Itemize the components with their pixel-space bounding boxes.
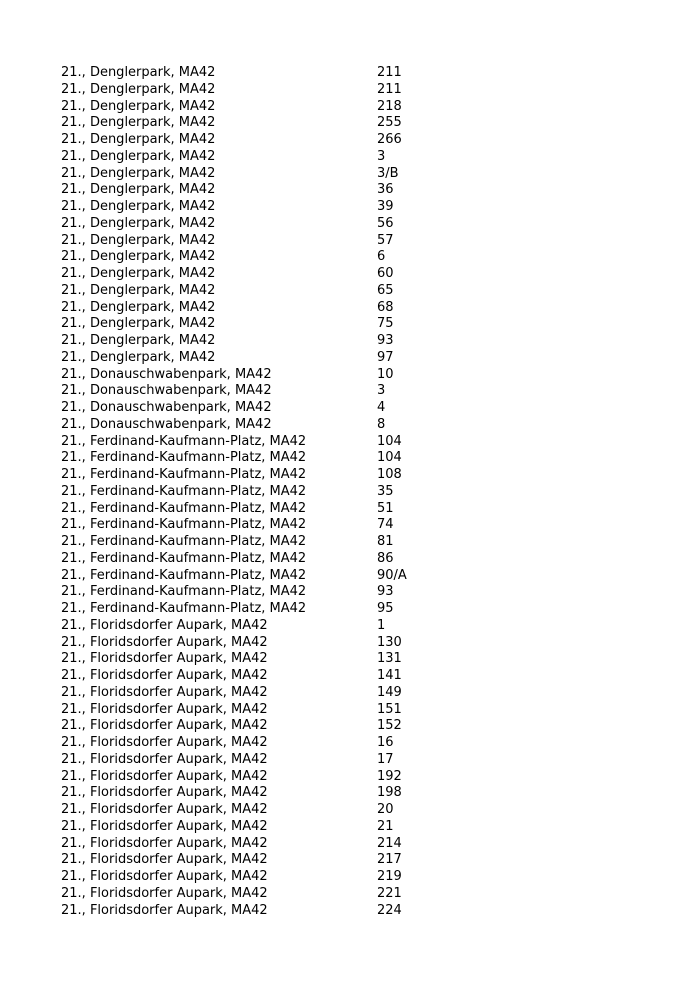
location-number: 74 [377, 517, 394, 533]
location-label: 21., Floridsdorfer Aupark, MA42 [61, 668, 268, 683]
list-item [61, 467, 661, 484]
location-number: 57 [377, 232, 394, 248]
location-number: 211 [377, 81, 402, 97]
location-number: 108 [377, 467, 402, 482]
location-label: 21., Ferdinand-Kaufmann-Platz, MA42 [61, 500, 307, 516]
location-label: 21., Ferdinand-Kaufmann-Platz, MA42 [61, 450, 307, 466]
location-number: 131 [377, 651, 402, 667]
list-item [61, 199, 661, 216]
list-item [61, 668, 661, 685]
location-label: 21., Donauschwabenpark, MA42 [61, 366, 272, 382]
list-item [61, 735, 661, 752]
location-number: 151 [377, 701, 402, 717]
list-item [61, 400, 661, 417]
list-item [61, 484, 661, 501]
location-number: 141 [377, 668, 402, 683]
location-label: 21., Floridsdorfer Aupark, MA42 [61, 634, 268, 650]
location-number: 104 [377, 433, 402, 449]
location-number: 130 [377, 634, 402, 650]
list-item [61, 166, 661, 183]
location-label: 21., Floridsdorfer Aupark, MA42 [61, 885, 268, 901]
list-item [61, 132, 661, 149]
location-number: 4 [377, 400, 386, 415]
location-label: 21., Floridsdorfer Aupark, MA42 [61, 684, 268, 700]
location-number: 219 [377, 869, 402, 884]
location-label: 21., Denglerpark, MA42 [61, 199, 216, 214]
location-label: 21., Denglerpark, MA42 [61, 349, 216, 365]
list-item [61, 434, 661, 451]
list-item [61, 785, 661, 802]
location-label: 21., Floridsdorfer Aupark, MA42 [61, 735, 268, 750]
list-item [61, 383, 661, 400]
location-label: 21., Donauschwabenpark, MA42 [61, 383, 272, 399]
list-item [61, 718, 661, 735]
list-item [61, 685, 661, 702]
list-item [61, 551, 661, 568]
list-item [61, 618, 661, 635]
location-number: 3 [377, 148, 386, 164]
list-item [61, 450, 661, 467]
list-item [61, 584, 661, 601]
location-number: 218 [377, 98, 402, 114]
location-number: 104 [377, 450, 402, 466]
location-number: 51 [377, 500, 394, 516]
location-label: 21., Denglerpark, MA42 [61, 249, 216, 265]
list-item [61, 635, 661, 652]
location-number: 149 [377, 684, 402, 700]
location-label: 21., Ferdinand-Kaufmann-Platz, MA42 [61, 584, 307, 600]
location-list [61, 65, 661, 919]
list-item [61, 517, 661, 534]
location-number: 3/B [377, 165, 399, 181]
location-label: 21., Denglerpark, MA42 [61, 299, 216, 315]
location-number: 39 [377, 199, 394, 214]
location-number: 90/A [377, 567, 407, 583]
list-item [61, 836, 661, 853]
location-label: 21., Denglerpark, MA42 [61, 333, 216, 348]
location-label: 21., Ferdinand-Kaufmann-Platz, MA42 [61, 601, 307, 616]
location-number: 217 [377, 852, 402, 868]
location-label: 21., Floridsdorfer Aupark, MA42 [61, 835, 268, 851]
location-number: 214 [377, 835, 402, 851]
location-label: 21., Floridsdorfer Aupark, MA42 [61, 718, 268, 734]
location-number: 36 [377, 182, 394, 198]
location-label: 21., Floridsdorfer Aupark, MA42 [61, 785, 268, 801]
location-label: 21., Floridsdorfer Aupark, MA42 [61, 751, 268, 767]
location-number: 93 [377, 584, 394, 600]
location-label: 21., Ferdinand-Kaufmann-Platz, MA42 [61, 534, 307, 549]
location-label: 21., Floridsdorfer Aupark, MA42 [61, 852, 268, 868]
location-label: 21., Denglerpark, MA42 [61, 132, 216, 147]
location-number: 65 [377, 282, 394, 298]
list-item [61, 149, 661, 166]
location-number: 198 [377, 785, 402, 801]
location-label: 21., Donauschwabenpark, MA42 [61, 400, 272, 415]
location-number: 93 [377, 333, 394, 348]
location-label: 21., Denglerpark, MA42 [61, 165, 216, 181]
list-item [61, 819, 661, 836]
location-label: 21., Donauschwabenpark, MA42 [61, 416, 272, 432]
list-item [61, 182, 661, 199]
list-item [61, 852, 661, 869]
list-item [61, 501, 661, 518]
list-item [61, 216, 661, 233]
location-label: 21., Denglerpark, MA42 [61, 81, 216, 97]
location-label: 21., Denglerpark, MA42 [61, 98, 216, 114]
list-item [61, 115, 661, 132]
list-item [61, 65, 661, 82]
list-item [61, 702, 661, 719]
list-item [61, 534, 661, 551]
location-number: 86 [377, 550, 394, 566]
location-label: 21., Denglerpark, MA42 [61, 316, 216, 332]
location-number: 255 [377, 115, 402, 131]
location-label: 21., Denglerpark, MA42 [61, 115, 216, 131]
location-label: 21., Denglerpark, MA42 [61, 65, 216, 80]
location-label: 21., Ferdinand-Kaufmann-Platz, MA42 [61, 433, 307, 449]
list-item [61, 903, 661, 920]
location-label: 21., Denglerpark, MA42 [61, 182, 216, 198]
list-item [61, 283, 661, 300]
location-number: 17 [377, 751, 394, 767]
list-item [61, 769, 661, 786]
list-item [61, 886, 661, 903]
location-label: 21., Ferdinand-Kaufmann-Platz, MA42 [61, 467, 307, 482]
list-item [61, 300, 661, 317]
location-label: 21., Ferdinand-Kaufmann-Platz, MA42 [61, 567, 307, 583]
list-item [61, 99, 661, 116]
list-item [61, 82, 661, 99]
location-number: 75 [377, 316, 394, 332]
list-item [61, 333, 661, 350]
location-label: 21., Ferdinand-Kaufmann-Platz, MA42 [61, 517, 307, 533]
location-number: 20 [377, 802, 394, 817]
location-number: 56 [377, 215, 394, 231]
location-label: 21., Floridsdorfer Aupark, MA42 [61, 869, 268, 884]
location-number: 3 [377, 383, 386, 399]
location-label: 21., Floridsdorfer Aupark, MA42 [61, 818, 268, 834]
location-label: 21., Ferdinand-Kaufmann-Platz, MA42 [61, 550, 307, 566]
location-label: 21., Denglerpark, MA42 [61, 148, 216, 164]
location-number: 8 [377, 416, 386, 432]
location-number: 10 [377, 366, 394, 382]
location-number: 35 [377, 483, 394, 499]
location-number: 16 [377, 735, 394, 750]
list-item [61, 601, 661, 618]
location-label: 21., Floridsdorfer Aupark, MA42 [61, 617, 268, 633]
list-item [61, 417, 661, 434]
list-item [61, 350, 661, 367]
location-label: 21., Floridsdorfer Aupark, MA42 [61, 802, 268, 817]
list-item [61, 651, 661, 668]
location-number: 1 [377, 617, 386, 633]
location-number: 68 [377, 299, 394, 315]
list-item [61, 249, 661, 266]
location-number: 60 [377, 266, 394, 281]
location-number: 95 [377, 601, 394, 616]
location-number: 192 [377, 768, 402, 784]
location-number: 6 [377, 249, 386, 265]
location-number: 211 [377, 65, 402, 80]
list-item [61, 752, 661, 769]
location-label: 21., Floridsdorfer Aupark, MA42 [61, 701, 268, 717]
location-label: 21., Floridsdorfer Aupark, MA42 [61, 768, 268, 784]
location-label: 21., Floridsdorfer Aupark, MA42 [61, 902, 268, 918]
location-label: 21., Ferdinand-Kaufmann-Platz, MA42 [61, 483, 307, 499]
list-item [61, 316, 661, 333]
list-item [61, 568, 661, 585]
location-label: 21., Floridsdorfer Aupark, MA42 [61, 651, 268, 667]
location-label: 21., Denglerpark, MA42 [61, 232, 216, 248]
list-item [61, 367, 661, 384]
location-number: 221 [377, 885, 402, 901]
list-item [61, 802, 661, 819]
list-item [61, 233, 661, 250]
location-number: 21 [377, 818, 394, 834]
location-number: 152 [377, 718, 402, 734]
location-label: 21., Denglerpark, MA42 [61, 215, 216, 231]
location-label: 21., Denglerpark, MA42 [61, 266, 216, 281]
location-label: 21., Denglerpark, MA42 [61, 282, 216, 298]
location-number: 81 [377, 534, 394, 549]
location-number: 97 [377, 349, 394, 365]
location-number: 224 [377, 902, 402, 918]
list-item [61, 266, 661, 283]
location-number: 266 [377, 132, 402, 147]
list-item [61, 869, 661, 886]
